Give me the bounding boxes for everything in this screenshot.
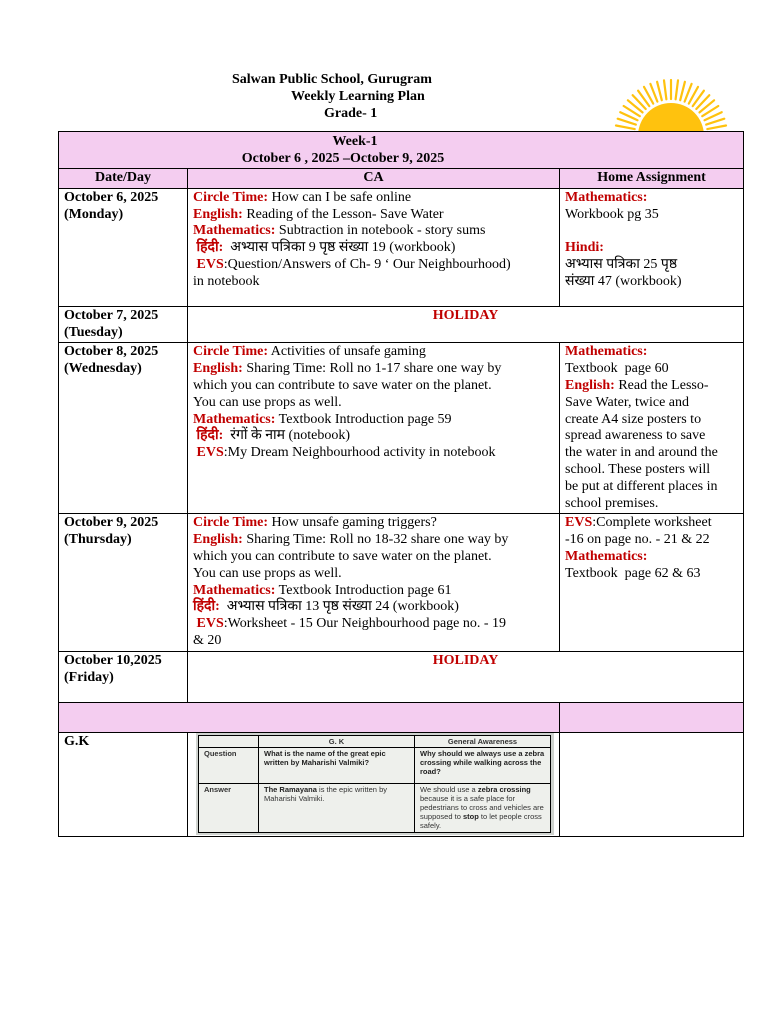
column-header-date: Date/Day [59, 169, 188, 189]
weekly-plan-table [58, 131, 744, 837]
cell-line [565, 549, 738, 566]
subject-label: English: [193, 206, 243, 222]
line-text: अभ्यास पत्रिका 9 पृष्ठ संख्या 19 (workbook) [223, 240, 456, 256]
line-text: Subtraction in notebook - story sums [275, 223, 486, 239]
sun-ray [676, 80, 678, 99]
subject-label: English: [565, 377, 615, 393]
subject-label: Mathematics: [193, 411, 276, 427]
week-title: Week-1 [332, 134, 378, 149]
line-text: Textbook Introduction page 59 [275, 411, 452, 427]
line-text: create A4 size posters to [565, 411, 702, 427]
general-awareness-header: General Awareness [415, 735, 551, 747]
school-name: Salwan Public School, Gurugram [232, 72, 432, 87]
column-header-home-assignment: Home Assignment [560, 169, 744, 189]
line-text: Workbook pg 35 [565, 206, 659, 222]
cell-line [193, 566, 554, 583]
sun-ray [657, 82, 662, 100]
cell-line [565, 240, 738, 257]
line-text: अभ्यास पत्रिका 13 पृष्ठ संख्या 24 (workbook) [219, 599, 459, 615]
line-text: Activities of unsafe gaming [268, 344, 426, 360]
cell-line [565, 532, 738, 549]
cell-line [565, 479, 738, 496]
line-text: & 20 [193, 632, 222, 648]
subject-label: English: [193, 532, 243, 548]
question-label: Question [199, 747, 259, 783]
ca-cell [188, 343, 560, 514]
row-day: (Wednesday) [64, 361, 142, 377]
sun-ray [707, 126, 726, 130]
cell-line [193, 428, 554, 445]
row-date: October 10,2025 [64, 652, 162, 668]
table-row [59, 514, 744, 651]
subject-label: हिंदी: [193, 599, 220, 615]
subject-label: Circle Time: [193, 515, 269, 531]
line-text: Sharing Time: Roll no 18-32 share one way by [242, 532, 509, 548]
plan-title: Weekly Learning Plan [291, 89, 425, 104]
line-text: You can use props as well. [193, 394, 342, 410]
subject-label: EVS [193, 256, 224, 272]
cell-line [193, 274, 554, 291]
gk-label: G.K [64, 733, 90, 749]
cell-line [565, 515, 738, 532]
week-range: October 6 , 2025 –October 9, 2025 [241, 151, 445, 166]
line-text: Textbook page 60 [565, 361, 669, 377]
cell-line [193, 549, 554, 566]
ga-answer: We should use a zebra crossing because it is a safe place for pedestrians to cross and vehicles are supposed to stop to let people cross safely. [415, 783, 551, 832]
cell-line [193, 395, 554, 412]
cell-line [193, 190, 554, 207]
column-header-ca: CA [188, 169, 560, 189]
cell-line [193, 515, 554, 532]
cell-line [565, 344, 738, 361]
line-text: :Complete worksheet [592, 515, 712, 531]
row-date: October 7, 2025 [64, 307, 159, 323]
line-text: the water in and around the [565, 445, 718, 461]
gk-header: G. K [259, 735, 415, 747]
line-text: अभ्यास पत्रिका 25 पृष्ठ [565, 256, 678, 272]
table-row [59, 343, 744, 514]
subject-label: Mathematics: [565, 344, 648, 360]
row-date: October 6, 2025 [64, 189, 159, 205]
holiday-label: HOLIDAY [188, 306, 744, 343]
cell-line [193, 445, 554, 462]
week-header-row [59, 132, 744, 169]
ca-cell [188, 514, 560, 651]
subject-label: Mathematics: [565, 189, 648, 205]
line-text: which you can contribute to save water on the planet. [193, 377, 492, 393]
grade-label: Grade- 1 [324, 106, 378, 121]
cell-line [193, 344, 554, 361]
column-header-row [59, 169, 744, 189]
row-date: October 8, 2025 [64, 344, 159, 360]
sun-ray [618, 119, 636, 125]
gk-question-image [196, 733, 554, 835]
line-text: in notebook [193, 273, 260, 289]
subject-label: हिंदी: [193, 240, 224, 256]
cell-line [565, 378, 738, 395]
cell-line [565, 462, 738, 479]
cell-line [193, 361, 554, 378]
sun-ray [680, 82, 685, 100]
subject-label: हिंदी: [193, 428, 224, 444]
subject-label: EVS [565, 515, 593, 531]
blank-row [59, 702, 744, 732]
line-text: Textbook Introduction page 61 [275, 582, 452, 598]
line-text: How can I be safe online [268, 189, 412, 205]
sun-ray [706, 119, 724, 125]
row-day: (Tuesday) [64, 324, 123, 340]
cell-line [565, 190, 738, 207]
row-day: (Friday) [64, 669, 114, 685]
cell-line [565, 445, 738, 462]
line-text: How unsafe gaming triggers? [268, 515, 437, 531]
line-text: :My Dream Neighbourhood activity in notebook [223, 445, 496, 461]
holiday-label: HOLIDAY [188, 651, 744, 702]
line-text: Read the Lesso- [614, 377, 709, 393]
line-text: :Worksheet - 15 Our Neighbourhood page no. - 19 [223, 616, 507, 632]
cell-line [193, 223, 554, 240]
gk-question: What is the name of the great epic written by Maharishi Valmiki? [264, 748, 386, 767]
cell-line [565, 257, 738, 274]
row-day: (Monday) [64, 206, 124, 222]
line-text: school. These posters will [565, 461, 711, 477]
cell-line [193, 616, 554, 633]
cell-line [193, 599, 554, 616]
subject-label: English: [193, 361, 243, 377]
line-text: :Question/Answers of Ch- 9 ‘ Our Neighbourhood) [223, 256, 511, 272]
cell-line [193, 412, 554, 429]
line-text: Save Water, twice and [565, 394, 690, 410]
line-text: You can use props as well. [193, 565, 342, 581]
sun-ray [664, 80, 666, 99]
cell-line [565, 566, 738, 583]
gk-answer: The Ramayana is the epic written by Maharishi Valmiki. [259, 783, 415, 832]
cell-line [565, 274, 738, 291]
table-row [59, 188, 744, 306]
cell-line [193, 532, 554, 549]
cell-line [193, 207, 554, 224]
line-text: school premises. [565, 495, 659, 511]
gk-row [59, 732, 744, 836]
ca-cell [188, 188, 560, 306]
answer-label: Answer [199, 783, 259, 832]
subject-label: Mathematics: [193, 582, 276, 598]
cell-line [565, 207, 738, 224]
subject-label: Hindi: [565, 240, 604, 256]
table-row [59, 651, 744, 702]
subject-label: Mathematics: [565, 548, 648, 564]
cell-line [565, 395, 738, 412]
cell-line [565, 428, 738, 445]
line-text: Textbook page 62 & 63 [565, 565, 701, 581]
cell-line [565, 361, 738, 378]
cell-line [193, 257, 554, 274]
cell-line [565, 223, 738, 240]
cell-line [565, 496, 738, 513]
cell-line [193, 633, 554, 650]
subject-label: Circle Time: [193, 189, 269, 205]
line-text: be put at different places in [565, 478, 718, 494]
home-assignment-cell [560, 188, 744, 306]
subject-label: EVS [193, 445, 224, 461]
cell-line [193, 583, 554, 600]
sun-ray [616, 126, 635, 130]
cell-line [565, 412, 738, 429]
subject-label: Circle Time: [193, 344, 269, 360]
line-text: -16 on page no. - 21 & 22 [565, 532, 710, 548]
table-row [59, 306, 744, 343]
home-assignment-cell [560, 343, 744, 514]
line-text: Reading of the Lesson- Save Water [242, 206, 444, 222]
ga-question: Why should we always use a zebra crossing while walking across the road? [420, 748, 545, 776]
subject-label: EVS [193, 616, 224, 632]
row-day: (Thursday) [64, 532, 132, 548]
gk-image-grid [198, 735, 551, 833]
row-date: October 9, 2025 [64, 515, 159, 531]
line-text: which you can contribute to save water on the planet. [193, 548, 492, 564]
cell-line [193, 240, 554, 257]
cell-line [193, 378, 554, 395]
line-text: spread awareness to save [565, 428, 706, 444]
line-text: रंगों के नाम (notebook) [223, 428, 350, 444]
home-assignment-cell [560, 514, 744, 651]
line-text: संख्या 47 (workbook) [565, 273, 682, 289]
subject-label: Mathematics: [193, 223, 276, 239]
line-text: Sharing Time: Roll no 1-17 share one way by [242, 361, 502, 377]
